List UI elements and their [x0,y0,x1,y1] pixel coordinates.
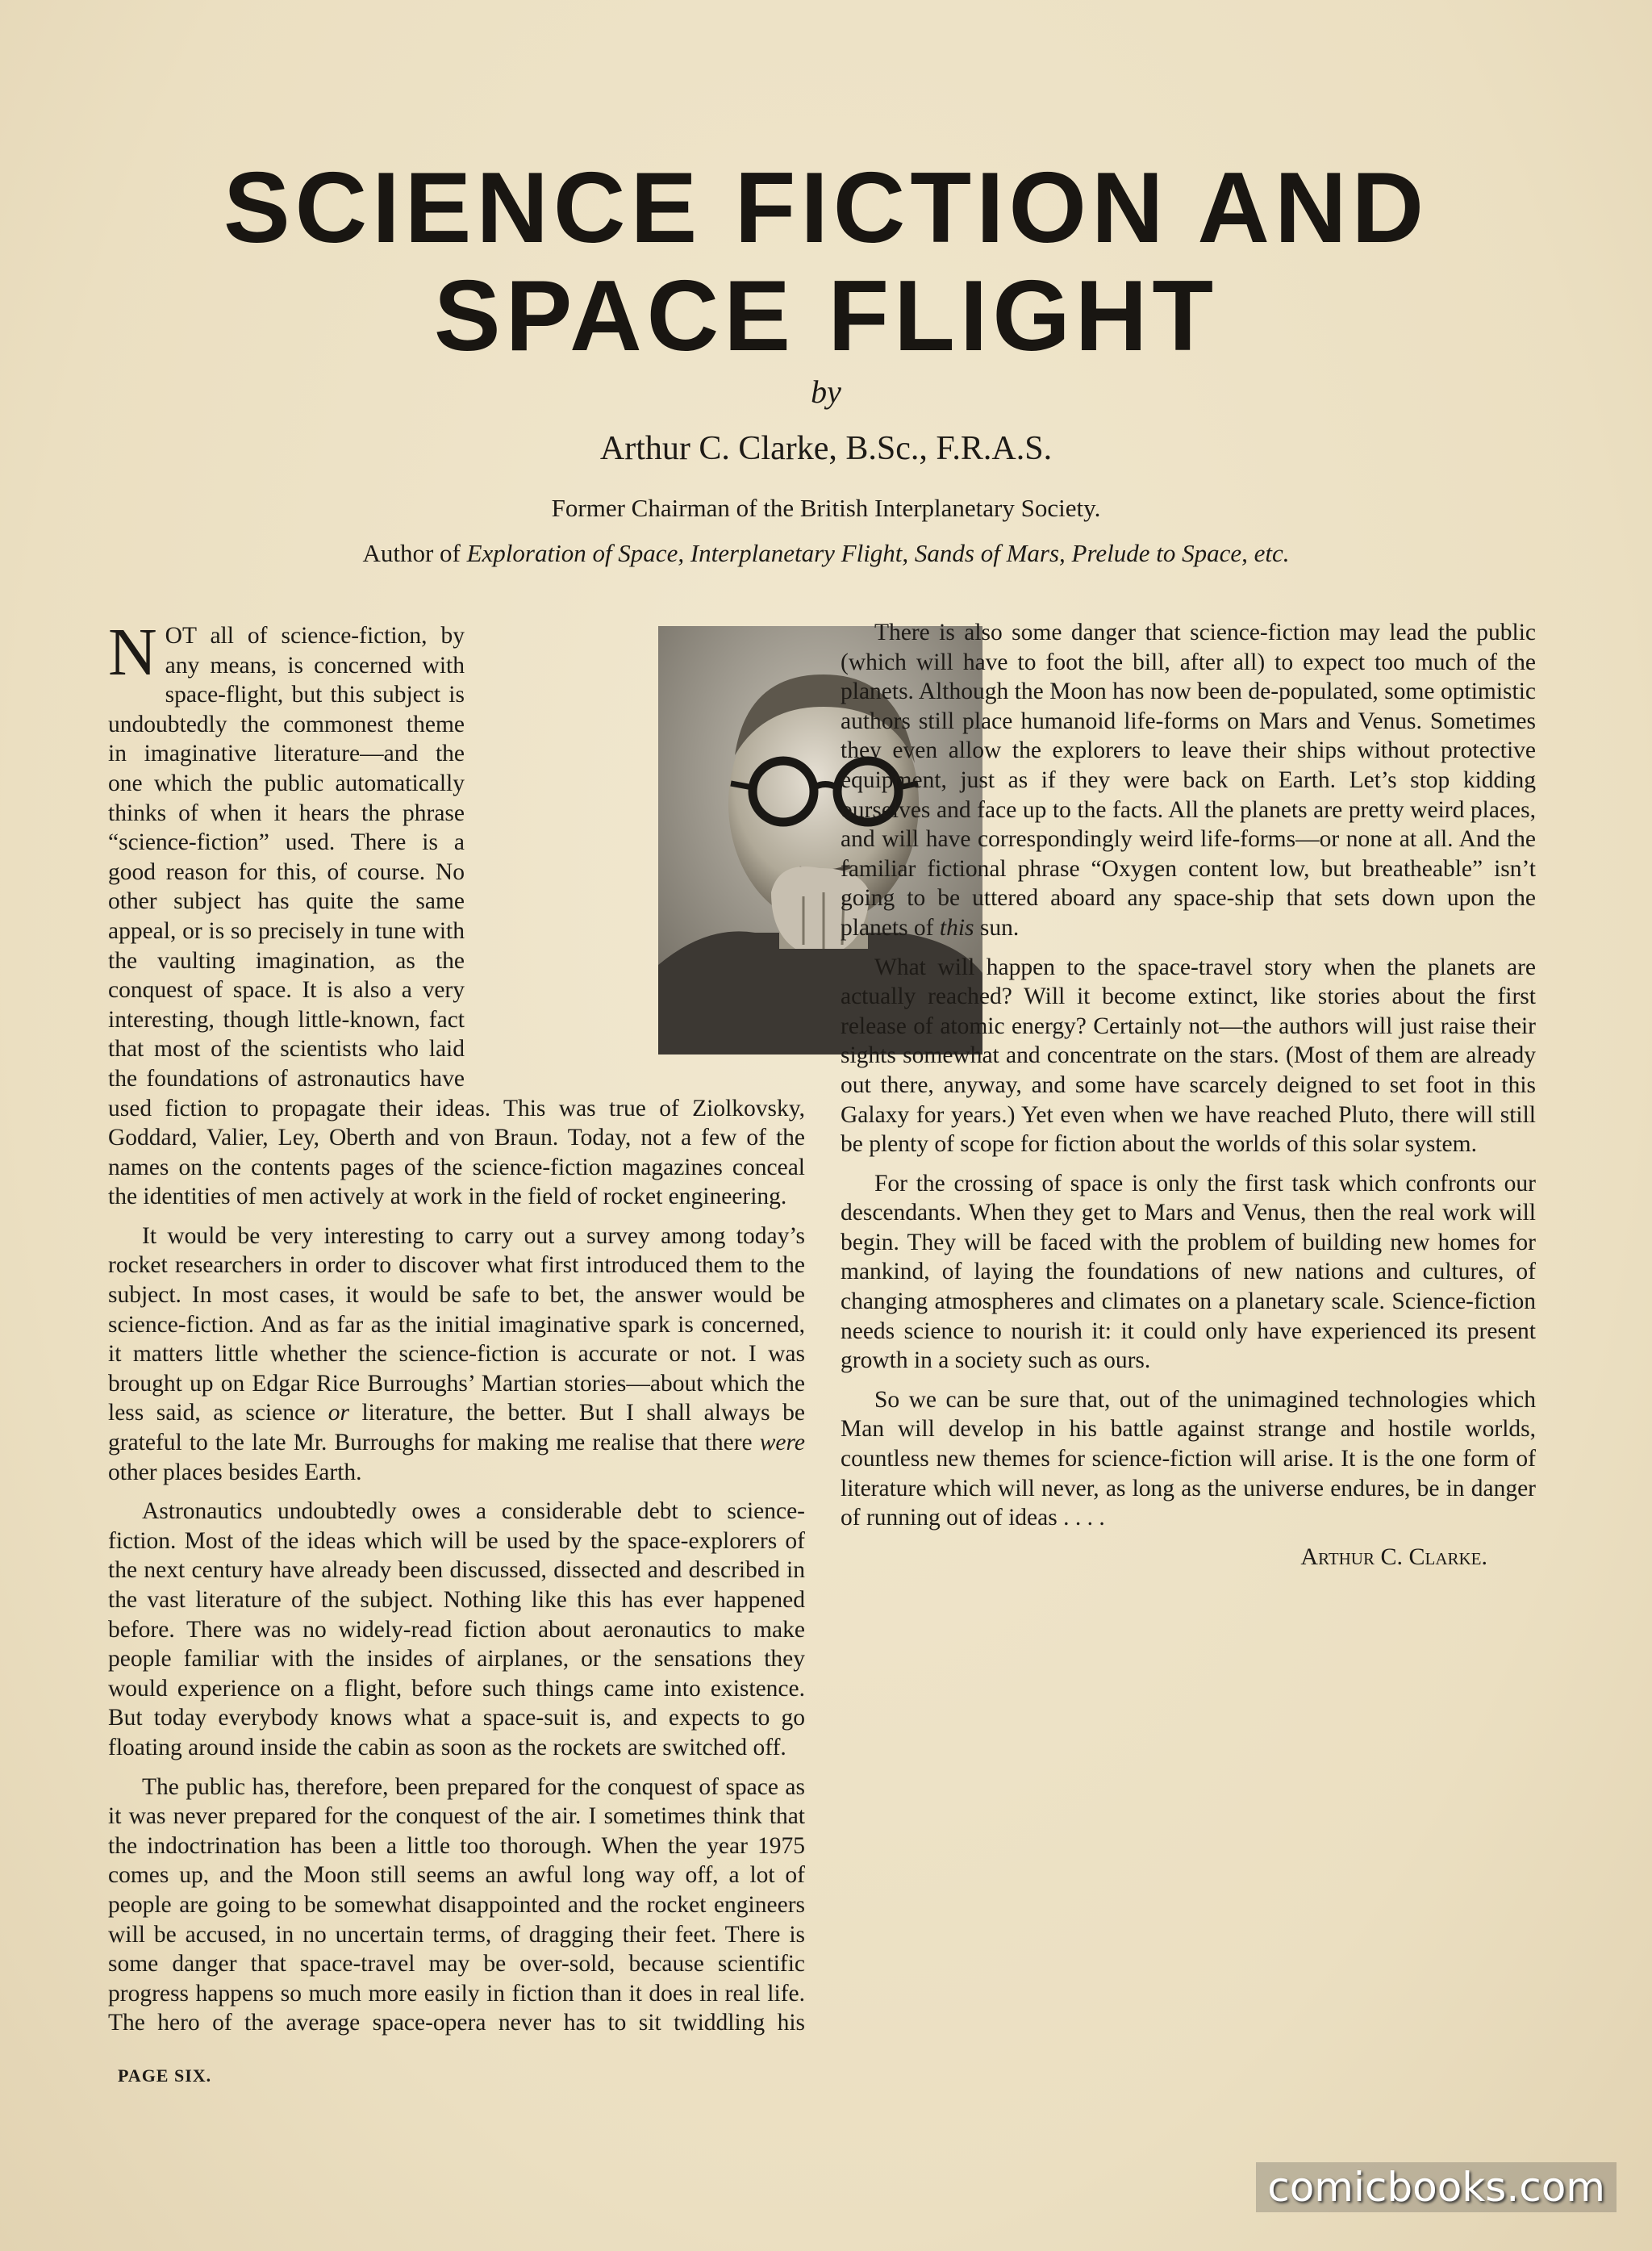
paragraph-4: The public has, therefore, been prepared for the conquest of space as it was never prepared for the conquest of the air. I sometimes think that the indoctrination has been a little too thorough. When the year 1975 comes up, and the Moon still seems an awful long way off, a lot of people are going to be somewhat disappointed and the rocket engineers will be accused, in no uncertain terms, of dragging their feet. There is some danger that space-travel may be over-sold, because scientific progress happens so much more easily in fiction than it does in real life. The hero of the average space-opera never has to sit twiddling his [108,1773,805,2036]
paragraph-7: For the crossing of space is only the first task which confronts our descendants. When they get to Mars and Venus, then the real work will begin. They will be faced with the problem of building new homes for mankind, of laying the foundations of new nations and cultures, of changing atmospheres and climates on a planetary scale. Science-fiction needs science to nourish it: it could only have experienced its present growth in a society such as ours. [841,1170,1536,1374]
author-name: Arthur C. Clarke, B.Sc., F.R.A.S. [599,430,1053,467]
books-prefix: Author of [362,539,467,567]
drop-cap: N [108,615,157,690]
paragraph-5: There is also some danger that science-fiction may lead the public (which will have to foot the bill, after all) to expect too much of the planets. Although the Moon has now been de-populated, some optimistic authors still place humanoid life-forms on Mars and Venus. Sometimes they even allow the explorers to leave their ships without protective equipment, just as if they were back on Earth. Let’s stop kidding ourselves and face up to the facts. All the planets are pretty weird places, and will have correspondingly weird life-forms—or none at all. And the familiar fictional phrase “Oxygen content low, but breatheable” isn’t going to be uttered aboard any space-ship that sets down upon the planets of this sun. [841,620,1536,941]
article-right-column [841,618,1536,1572]
author-signature: Arthur C. Clarke. [1300,1543,1487,1570]
author-role: Former Chairman of the British Interplanetary Society. [551,494,1101,522]
paragraph-6: What will happen to the space-travel story when the planets are actually reached? Will it become extinct, like stories about the first release of atomic energy? Certainly not—the authors will just raise their sights somewhat and concentrate on the stars. (Most of them are already out there, anyway, and some have scarcely deigned to set foot in this Galaxy for years.) Yet even when we have reached Pluto, there will still be plenty of scope for fiction about the worlds of this solar system. [841,954,1536,1158]
article-title-line-2: SPACE FLIGHT [433,261,1219,372]
page-number: PAGE SIX. [118,2065,212,2086]
paragraph-3: Astronautics undoubtedly owes a considerable debt to science-fiction. Most of the ideas which will be used by the space-explorers of the next century have already been discussed, dissected and described in the vast literature of the subject. Nothing like this has ever happened before. There was no widely-read fiction about aeronautics to make people familiar with the insides of airplanes, or the sensations they would experience on a flight, before such things came into existence. But today everybody knows what a space-suit is, and expects to go floating around inside the cabin as soon as the rockets are switched off. [108,1498,805,1760]
article-left-column [108,615,805,2048]
books-titles: Exploration of Space, Interplanetary Flight, Sands of Mars, Prelude to Space, etc. [466,539,1290,567]
article-title-line-1: SCIENCE FICTION AND [223,152,1429,264]
paragraph-8: So we can be sure that, out of the unimagined technologies which Man will develop in his battle against strange and hostile worlds, countless new themes for science-fiction will arise. It is the one form of literature which will never, as long as the universe endures, be in danger of running out of ideas . . . . [841,1386,1536,1531]
byline-by: by [811,374,841,410]
site-watermark: comicbooks.com [1256,2162,1617,2212]
paragraph-2: It would be very interesting to carry out a survey among today’s rocket researchers in order to discover what first introduced them to the subject. In most cases, it would be safe to bet, the answer would be science-fiction. And as far as the initial imaginative spark is concerned, it matters little whether the science-fiction is accurate or not. I was brought up on Edgar Rice Burroughs’ Martian stories—about which the less said, as science or literature, the better. But I shall always be grateful to the late Mr. Burroughs for making me realise that there were other places besides Earth. [108,1222,805,1485]
author-books [0,539,1652,568]
paragraph-1: OT all of science-fiction, by any means, is concerned with space-flight, but this subject is undoubtedly the commonest theme in imaginative literature—and the one which the public automatically thinks of when it hears the phrase “science-fiction” used. There is a good reason for this, of course. No other subject has quite the same appeal, or is so precisely in tune with the vaulting imagination, as the conquest of space. It is also a very interesting, though little-known, fact that most of the scientists who laid the foundations of astronautics have used fiction to propagate their ideas. This was true of Ziolkovsky, Goddard, Valier, Ley, Oberth and von Braun. Today, not a few of the names on the contents pages of the science-fiction magazines conceal the identities of men actively at work in the field of rocket engineering. [108,623,805,1210]
